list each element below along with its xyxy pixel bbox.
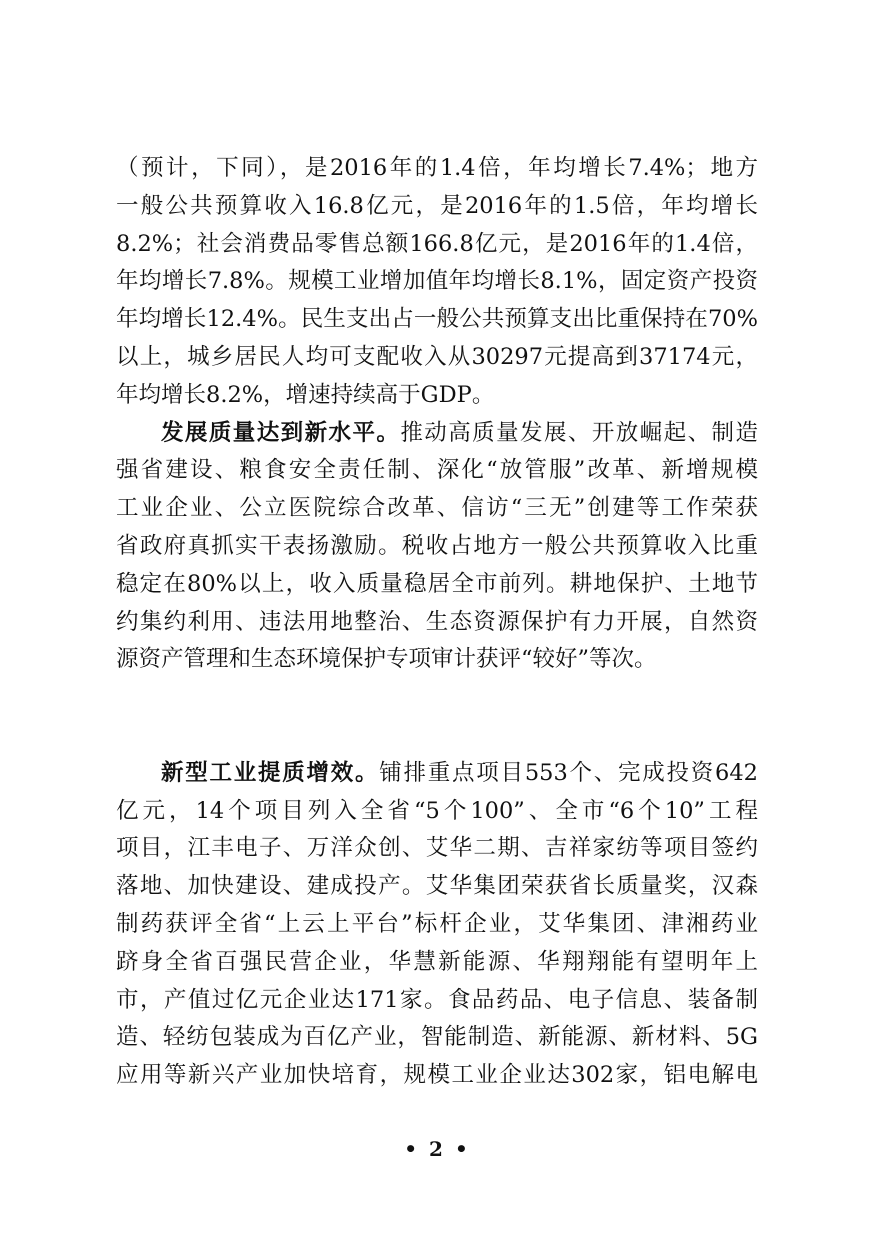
text-line: 跻身全省百强民营企业，华慧新能源、华翔翔能有望明年上 <box>116 948 758 975</box>
text-line <box>116 755 758 793</box>
page-number <box>0 1137 872 1161</box>
text-line-rest: 推动高质量发展、开放崛起、制造 <box>400 419 758 446</box>
text-line: 约集约利用、违法用地整治、生态资源保护有力开展，自然资 <box>116 608 758 635</box>
section-heading <box>116 679 758 755</box>
text-line: 年均增长12.4%。民生支出占一般公共预算支出比重保持在70% <box>116 306 758 333</box>
text-line: 落地、加快建设、建成投产。艾华集团荣获省长质量奖，汉森 <box>116 873 758 900</box>
text-line: （预计，下同），是2016年的1.4倍，年均增长7.4%；地方 <box>116 155 758 181</box>
text-line: 制药获评全省“上云上平台”标杆企业，艾华集团、津湘药业 <box>116 910 758 937</box>
text-line: 应用等新兴产业加快培育，规模工业企业达302家，铝电解电 <box>116 1062 758 1089</box>
heading-line <box>116 679 758 717</box>
text-line: 稳定在80%以上，收入质量稳居全市前列。耕地保护、土地节 <box>116 570 758 597</box>
paragraph-lead: 发展质量达到新水平。 <box>161 419 401 446</box>
body-text <box>116 150 758 1095</box>
page-number-value: 2 <box>429 1137 443 1161</box>
paragraph-development-quality <box>116 415 758 680</box>
text-line: 市，产值过亿元企业达171家。食品药品、电子信息、装备制 <box>116 986 758 1013</box>
text-line: 省政府真抓实干表扬激励。税收占地方一般公共预算收入比重 <box>116 532 758 559</box>
paragraph-lead: 新型工业提质增效。 <box>161 759 380 786</box>
text-line: 项目，江丰电子、万洋众创、艾华二期、吉祥家纺等项目签约 <box>116 835 758 862</box>
text-line: 年均增长8.2%，增速持续高于GDP。 <box>116 381 495 408</box>
text-line: 源资产管理和生态环境保护专项审计获评“较好”等次。 <box>116 646 657 673</box>
page-number-dot: • <box>454 1137 468 1161</box>
text-line: 亿元，14个项目列入全省“5个100”、全市“6个10”工程 <box>116 797 758 824</box>
paragraph-new-industry <box>116 755 758 1095</box>
text-line-rest: 铺排重点项目553个、完成投资642 <box>379 759 758 786</box>
heading-line <box>116 717 758 755</box>
text-line: 以上，城乡居民人均可支配收入从30297元提高到37174元， <box>116 343 758 370</box>
text-line: 8.2%；社会消费品零售总额166.8亿元，是2016年的1.4倍， <box>116 230 758 257</box>
text-line: 年均增长7.8%。规模工业增加值年均增长8.1%，固定资产投资 <box>116 268 758 295</box>
page-number-dot: • <box>404 1137 418 1161</box>
text-line: 一般公共预算收入16.8亿元，是2016年的1.5倍，年均增长 <box>116 192 758 219</box>
text-line: 强省建设、粮食安全责任制、深化“放管服”改革、新增规模 <box>116 457 758 484</box>
paragraph-economy-stats <box>116 150 758 415</box>
text-line: 工业企业、公立医院综合改革、信访“三无”创建等工作荣获 <box>116 495 758 522</box>
text-line <box>116 415 758 453</box>
text-line: 造、轻纺包装成为百亿产业，智能制造、新能源、新材料、5G <box>116 1024 758 1051</box>
